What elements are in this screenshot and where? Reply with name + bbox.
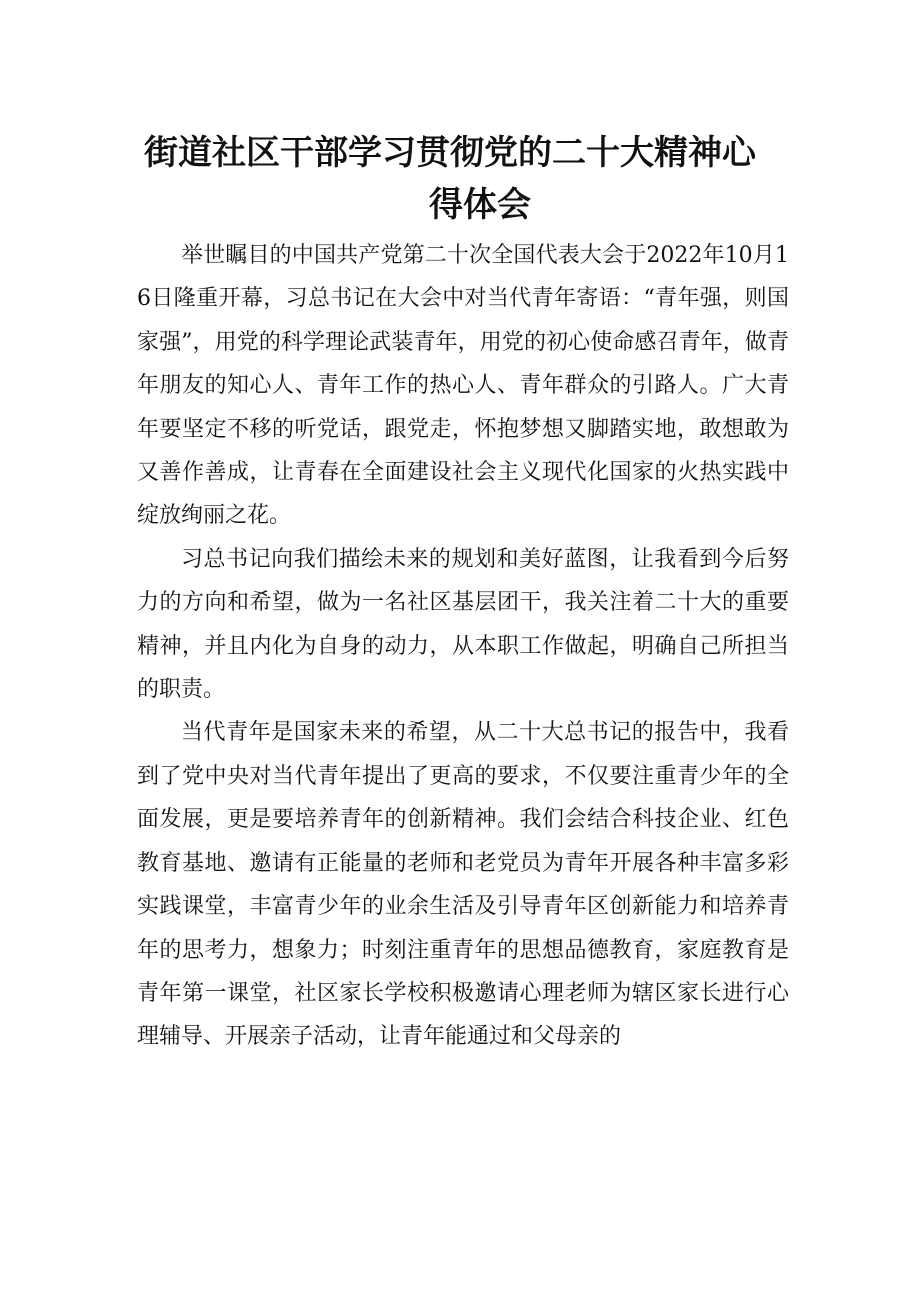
document-body xyxy=(137,234,789,1059)
paragraph-1: 举世瞩目的中国共产党第二十次全国代表大会于2022年10月16日隆重开幕，习总书记在大会中对当代青年寄语：“青年强，则国家强”，用党的科学理论武装青年，用党的初心使命感召青年，做青年朋友的知心人、青年工作的热心人、青年群众的引路人。广大青年要坚定不移的听党话，跟党走，怀抱梦想又脚踏实地，敢想敢为又善作善成，让青春在全面建设社会主义现代化国家的火热实践中绽放绚丽之花。 xyxy=(137,243,789,529)
title-line-2: 得体会 xyxy=(429,184,531,225)
title-line-1: 街道社区干部学习贯彻党的二十大精神心 xyxy=(144,132,756,173)
document-title xyxy=(0,127,920,231)
paragraph-2: 习总书记向我们描绘未来的规划和美好蓝图，让我看到今后努力的方向和希望，做为一名社区基层团干，我关注着二十大的重要精神，并且内化为自身的动力，从本职工作做起，明确自己所担当的职责。 xyxy=(137,546,789,703)
paragraph-3: 当代青年是国家未来的希望，从二十大总书记的报告中，我看到了党中央对当代青年提出了更高的要求，不仅要注重青少年的全面发展，更是要培养青年的创新精神。我们会结合科技企业、红色教育基地、邀请有正能量的老师和老党员为青年开展各种丰富多彩实践课堂，丰富青少年的业余生活及引导青年区创新能力和培养青年的思考力，想象力；时刻注重青年的思想品德教育，家庭教育是青年第一课堂，社区家长学校积极邀请心理老师为辖区家长进行心理辅导、开展亲子活动，让青年能通过和父母亲的 xyxy=(137,720,789,1050)
